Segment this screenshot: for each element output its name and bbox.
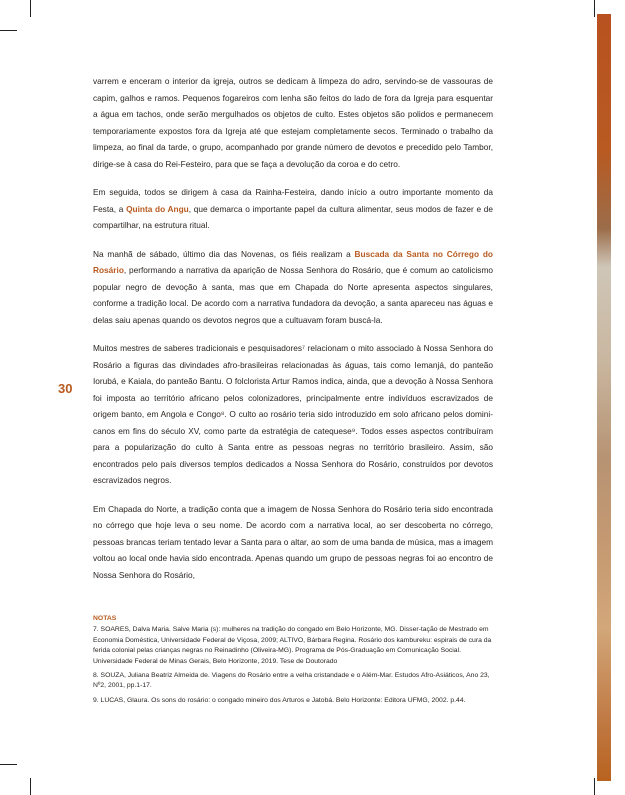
- paragraph: [93, 340, 493, 489]
- highlighted-term: Buscada da Santa no Córrego do Rosário: [93, 248, 493, 275]
- paragraph-text: Em seguida, todos se dirigem à casa da Rainha-Festeira, dando início a outro importante momento da Festa, a: [93, 187, 493, 214]
- paragraph-text: Em Chapada do Norte, a tradição conta que a imagem de Nossa Senhora do Rosário teria sido encontrada no córrego que hoje leva o seu nome. De acordo com a narrativa local, ao ser descoberta no córrego, pessoas brancas teriam tentado levar a Santa para o altar, ao som de uma banda de música, mas a imagem voltou ao local onde havia sido encontrada. Apenas quando um grupo de pessoas negras foi ao encontro de Nossa Senhora do Rosário,: [93, 503, 493, 580]
- highlighted-term: Quinta do Angu: [126, 203, 189, 214]
- paragraph: [93, 246, 493, 329]
- crop-mark: [0, 30, 17, 31]
- footnote-9: 9. LUCAS, Glaura. Os sons do rosário: o congado mineiro dos Arturos e Jatobá. Belo Horizonte: Editora UFMG, 2002. p.44.: [93, 696, 466, 704]
- decorative-side-photo: [597, 14, 611, 781]
- crop-mark: [30, 778, 31, 795]
- body-text: [93, 73, 493, 595]
- footnote-8: 8. SOUZA, Juliana Beatriz Almeida de. Viagens do Rosário entre a velha cristandade e o Além-Mar. Estudos Afro-Asiáticos, Ano 23, Nº2, 2001, pp.1-17.: [93, 672, 490, 690]
- crop-mark: [0, 764, 17, 765]
- paragraph-text: , que demarca o importante papel da cultura alimentar, seus modos de fazer e de compartilhar, na estrutura ritual.: [93, 203, 493, 230]
- page-number: 30: [58, 381, 73, 396]
- notes-title: NOTAS: [93, 615, 117, 622]
- footnote-7: 7. SOARES, Dalva Maria. Salve Maria (s): mulheres na tradição do congado em Belo Horizonte, MG. Disser-tação de Mestrado em Economia Doméstica, Universidade Federal de Viçosa, 2009; ALTIVO, Bárbara Regina. Rosário dos kambureku: espirais de cura da ferida colonial pelas crianças negras no Reinadinho (Oliveira-MG). Programa de Pós-Graduação em Comunicação Social. Universidade Federal de Minas Gerais, Belo Horizonte, 2019. Tese de Doutorado: [93, 626, 492, 665]
- crop-mark: [594, 0, 595, 17]
- paragraph-text: varrem e enceram o interior da igreja, outros se dedicam à limpeza do adro, servindo-se de vassouras de capim, galhos e ramos. Pequenos fogareiros com lenha são feitos do lado de fora da Igreja para esquentar a água em tachos, onde serão mergulhados os objetos de culto. Estes objetos são polidos e permanecem temporariamente expostos fora da Igreja até que estejam completamente secos. Terminado o trabalho da limpeza, ao final da tarde, o grupo, acompanhado por grande número de devotos e precedido pelo Tambor, dirige-se à casa do Rei-Festeiro, para que se faça a devolução da coroa e do cetro.: [93, 76, 493, 169]
- footnotes: [93, 614, 493, 710]
- crop-mark: [594, 778, 595, 795]
- paragraph: [93, 73, 493, 172]
- paragraph-text: Muitos mestres de saberes tradicionais e pesquisadores⁷ relacionam o mito associado à Nossa Senhora do Rosário a figuras das divindades afro-brasileiras relacionadas às águas, tais como Iemanjá, do panteão Iorubá, e Kaiala, do panteão Bantu. O folclorista Artur Ramos indica, ainda, que a devoção à Nossa Senhora foi imposta ao território africano pelos colonizadores, principalmente entre indivíduos escravizados de origem banto, em Angola e Congo⁸. O culto ao rosário teria sido introduzido em solo africano pelos domini-canos em fins do século XV, como parte da estratégia de catequese⁹. Todos esses aspectos contribuíram para a popularização do culto à Santa entre as pessoas negras no território brasileiro. Assim, são encontrados pelo país diversos templos dedicados a Nossa Senhora do Rosário, construídos por devotos escravizados negros.: [93, 343, 493, 485]
- paragraph: [93, 501, 493, 584]
- paragraph-text: Na manhã de sábado, último dia das Novenas, os fiéis realizam a: [93, 248, 355, 259]
- paragraph: [93, 184, 493, 234]
- crop-mark: [30, 0, 31, 17]
- paragraph-text: , performando a narrativa da aparição de Nossa Senhora do Rosário, que é comum ao catolicismo popular negro de devoção à santa, mas que em Chapada do Norte apresenta aspectos singulares, conforme a tradição local. De acordo com a narrativa fundadora da devoção, a santa apareceu nas águas e delas saiu apenas quando os devotos negros que a cultuavam foram buscá-la.: [93, 265, 493, 325]
